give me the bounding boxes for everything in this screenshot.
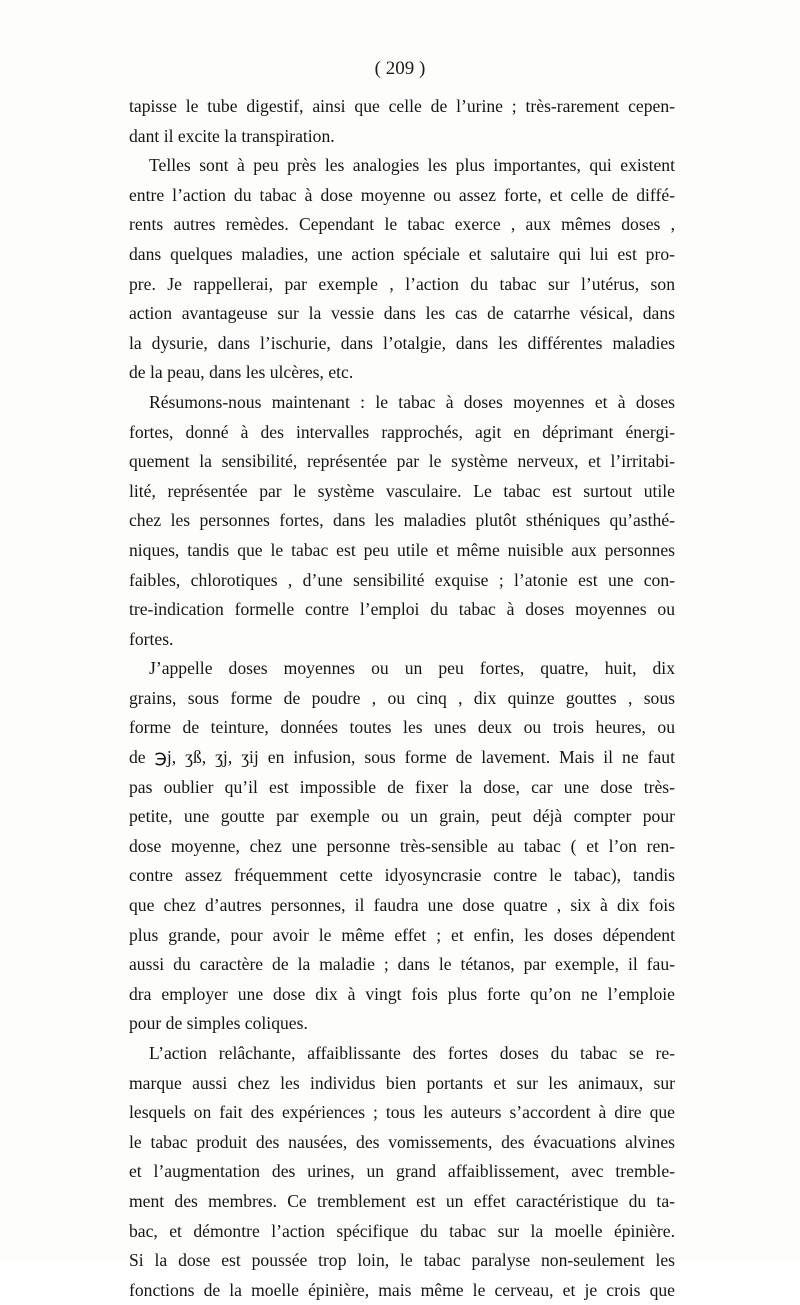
paragraph xyxy=(129,388,675,654)
text-line: forme de teinture, données toutes les unes deux ou trois heures, ou xyxy=(129,717,675,738)
text-line: fonctions de la moelle épinière, mais même le cerveau, et je crois que xyxy=(129,1279,675,1300)
text-line: faibles, chlorotiques , d’une sensibilité exquise ; l’atonie est une con- xyxy=(129,569,675,590)
text-line: fortes. xyxy=(129,628,174,649)
text-line: pre. Je rappellerai, par exemple , l’action du tabac sur l’utérus, son xyxy=(129,273,675,294)
text-line: action avantageuse sur la vessie dans les cas de catarrhe vésical, dans xyxy=(129,303,675,324)
text-line: bac, et démontre l’action spécifique du tabac sur la moelle épinière. xyxy=(129,1220,675,1241)
text-line: L’action relâchante, affaiblissante des fortes doses du tabac se re- xyxy=(149,1043,675,1063)
text-line: ment des membres. Ce tremblement est un effet caractéristique du ta- xyxy=(129,1190,675,1211)
text-line: que chez d’autres personnes, il faudra une dose quatre , six à dix fois xyxy=(129,895,675,916)
text-line: petite, une goutte par exemple ou un grain, peut déjà compter pour xyxy=(129,806,675,827)
text-line: marque aussi chez les individus bien portants et sur les animaux, sur xyxy=(129,1072,675,1093)
text-line: J’appelle doses moyennes ou un peu fortes, quatre, huit, dix xyxy=(149,658,675,679)
text-line: la dysurie, dans l’ischurie, dans l’otalgie, dans les différentes maladies xyxy=(129,332,675,353)
text-line: lité, représentée par le système vasculaire. Le tabac est surtout utile xyxy=(129,480,675,501)
text-line: fortes, donné à des intervalles rapprochés, agit en déprimant énergi- xyxy=(129,421,675,442)
text-line: niques, tandis que le tabac est peu utile et même nuisible aux personnes xyxy=(129,539,675,560)
text-line: grains, sous forme de poudre , ou cinq , dix quinze gouttes , sous xyxy=(129,687,675,708)
text-line: dra employer une dose dix à vingt fois plus forte qu’on ne l’emploie xyxy=(129,983,675,1004)
text-line: tre-indication formelle contre l’emploi du tabac à doses moyennes ou xyxy=(129,599,675,620)
text-line: dose moyenne, chez une personne très-sensible au tabac ( et l’on ren- xyxy=(129,835,675,856)
text-line: le tabac produit des nausées, des vomissements, des évacuations alvines xyxy=(129,1131,675,1152)
text-line: plus grande, pour avoir le même effet ; et enfin, les doses dépendent xyxy=(129,924,675,945)
text-line: Résumons-nous maintenant : le tabac à doses moyennes et à doses xyxy=(149,391,675,412)
paragraph xyxy=(129,1039,675,1305)
text-line: rents autres remèdes. Cependant le tabac exerce , aux mêmes doses , xyxy=(129,214,675,235)
text-line: et l’augmentation des urines, un grand affaiblissement, avec tremble- xyxy=(129,1161,675,1182)
text-line: dant il excite la transpiration. xyxy=(129,125,335,146)
text-line: Telles sont à peu près les analogies les plus importantes, qui existent xyxy=(149,155,675,176)
text-line: de ℈j, ʒß, ʒj, ʒij en infusion, sous forme de lavement. Mais il ne faut xyxy=(129,747,675,768)
text-line: Si la dose est poussée trop loin, le tabac paralyse non-seulement les xyxy=(129,1250,675,1271)
text-line: chez les personnes fortes, dans les maladies plutôt sthéniques qu’asthé- xyxy=(129,510,675,531)
page-number: ( 209 ) xyxy=(374,58,426,79)
text-line: dans quelques maladies, une action spéciale et salutaire qui lui est pro- xyxy=(129,243,675,264)
text-line: contre assez fréquemment cette idyosyncrasie contre le tabac), tandis xyxy=(129,865,675,886)
paragraph xyxy=(129,151,675,388)
text-line: de la peau, dans les ulcères, etc. xyxy=(129,362,354,383)
text-line: pour de simples coliques. xyxy=(129,1013,308,1034)
text-line: pas oublier qu’il est impossible de fixer la dose, car une dose très- xyxy=(129,776,675,797)
paragraph xyxy=(129,654,675,1039)
text-line: lesquels on fait des expériences ; tous les auteurs s’accordent à dire que xyxy=(129,1102,675,1123)
body-text xyxy=(129,92,675,1305)
text-line: quement la sensibilité, représentée par le système nerveux, et l’irritabi- xyxy=(129,451,675,472)
text-line: aussi du caractère de la maladie ; dans le tétanos, par exemple, il fau- xyxy=(129,954,675,975)
text-line: entre l’action du tabac à dose moyenne ou assez forte, et celle de diffé- xyxy=(129,184,675,205)
paragraph xyxy=(129,92,675,151)
text-line: tapisse le tube digestif, ainsi que celle de l’urine ; très-rarement cepen- xyxy=(129,96,675,116)
